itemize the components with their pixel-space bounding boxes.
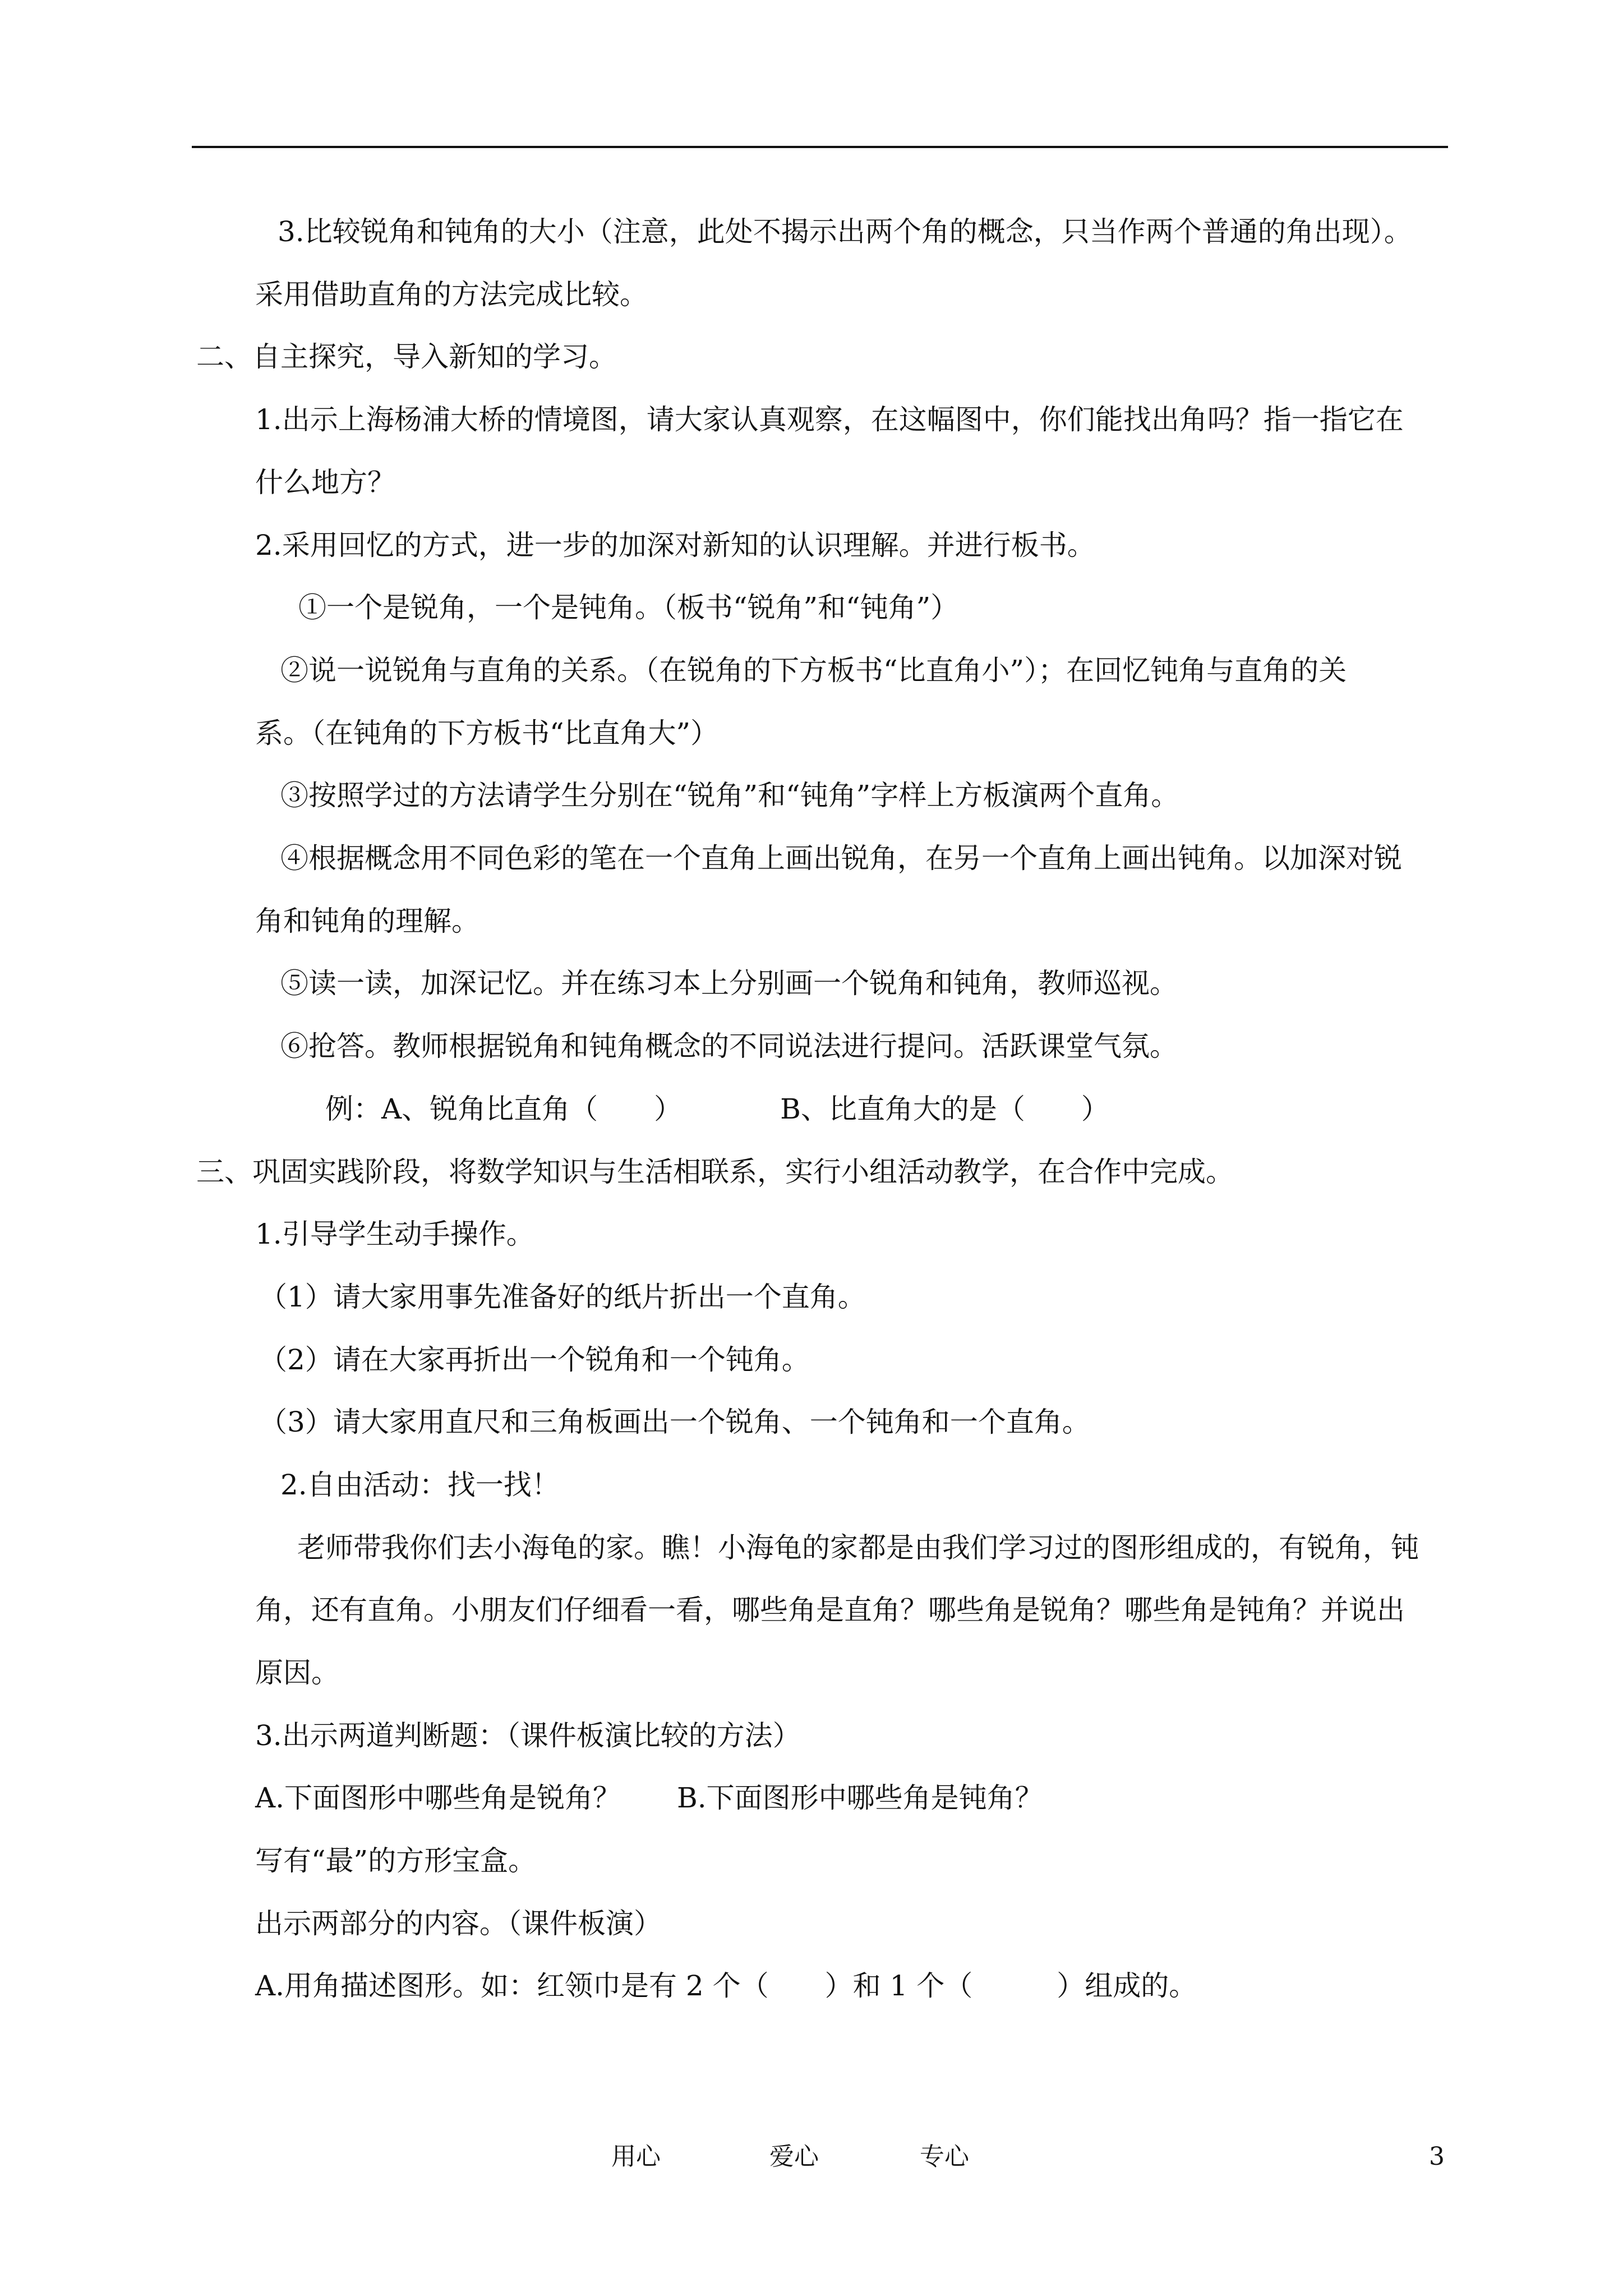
header-rule	[192, 146, 1448, 148]
text-line: 出示两部分的内容。（课件板演）	[255, 1907, 662, 1940]
text-line: 角，还有直角。小朋友们仔细看一看，哪些角是直角？哪些角是锐角？哪些角是钝角？并说出	[255, 1594, 1405, 1626]
text-line: 什么地方？	[255, 466, 395, 499]
text-line: 2.自由活动：找一找！	[280, 1469, 560, 1501]
text-line: ②说一说锐角与直角的关系。（在锐角的下方板书“比直角小”）；在回忆钝角与直角的关	[280, 654, 1347, 687]
text-line: 系。（在钝角的下方板书“比直角大”）	[255, 717, 719, 749]
text-line: ①一个是锐角，一个是钝角。（板书“锐角”和“钝角”）	[298, 591, 959, 624]
text-line: ⑥抢答。教师根据锐角和钝角概念的不同说法进行提问。活跃课堂气氛。	[280, 1030, 1178, 1062]
text-line: ⑤读一读，加深记忆。并在练习本上分别画一个锐角和钝角，教师巡视。	[280, 967, 1178, 1000]
text-line: （2）请在大家再折出一个锐角和一个钝角。	[259, 1343, 810, 1376]
text-line: 例：A、锐角比直角（ ） B、比直角大的是（ ）	[325, 1093, 1109, 1125]
section-heading: 二、自主探究，导入新知的学习。	[196, 341, 617, 373]
text-line: （1）请大家用事先准备好的纸片折出一个直角。	[259, 1281, 866, 1313]
text-line: 原因。	[255, 1657, 339, 1689]
text-line: ④根据概念用不同色彩的笔在一个直角上画出锐角，在另一个直角上画出钝角。以加深对锐	[280, 842, 1402, 875]
text-line: 3.比较锐角和钝角的大小（注意，此处不揭示出两个角的概念，只当作两个普通的角出现）。	[278, 215, 1412, 248]
text-line: A.用角描述图形。如：红领巾是有 2 个（ ）和 1 个（ ）组成的。	[255, 1970, 1197, 2002]
text-line: 1.引导学生动手操作。	[255, 1218, 534, 1250]
text-line: 采用借助直角的方法完成比较。	[255, 278, 648, 311]
text-line: 老师带我你们去小海龟的家。瞧！小海龟的家都是由我们学习过的图形组成的，有锐角，钝	[297, 1531, 1419, 1564]
text-line: ③按照学过的方法请学生分别在“锐角”和“钝角”字样上方板演两个直角。	[280, 779, 1179, 812]
text-line: 3.出示两道判断题：（课件板演比较的方法）	[255, 1719, 801, 1752]
text-line: （3）请大家用直尺和三角板画出一个锐角、一个钝角和一个直角。	[259, 1406, 1090, 1438]
text-line: 角和钝角的理解。	[255, 905, 479, 937]
page-number: 3	[1429, 2142, 1445, 2171]
text-line: 2.采用回忆的方式，进一步的加深对新知的认识理解。并进行板书。	[255, 529, 1095, 562]
text-line: 1.出示上海杨浦大桥的情境图，请大家认真观察，在这幅图中，你们能找出角吗？指一指它在	[255, 403, 1404, 436]
footer-word: 爱心	[769, 2142, 819, 2171]
text-line: A.下面图形中哪些角是锐角？ B.下面图形中哪些角是钝角？	[255, 1782, 1043, 1814]
footer-word: 专心	[920, 2142, 969, 2171]
footer-word: 用心	[611, 2142, 661, 2171]
section-heading: 三、巩固实践阶段，将数学知识与生活相联系，实行小组活动教学，在合作中完成。	[196, 1156, 1234, 1188]
text-line: 写有“最”的方形宝盒。	[255, 1844, 537, 1877]
